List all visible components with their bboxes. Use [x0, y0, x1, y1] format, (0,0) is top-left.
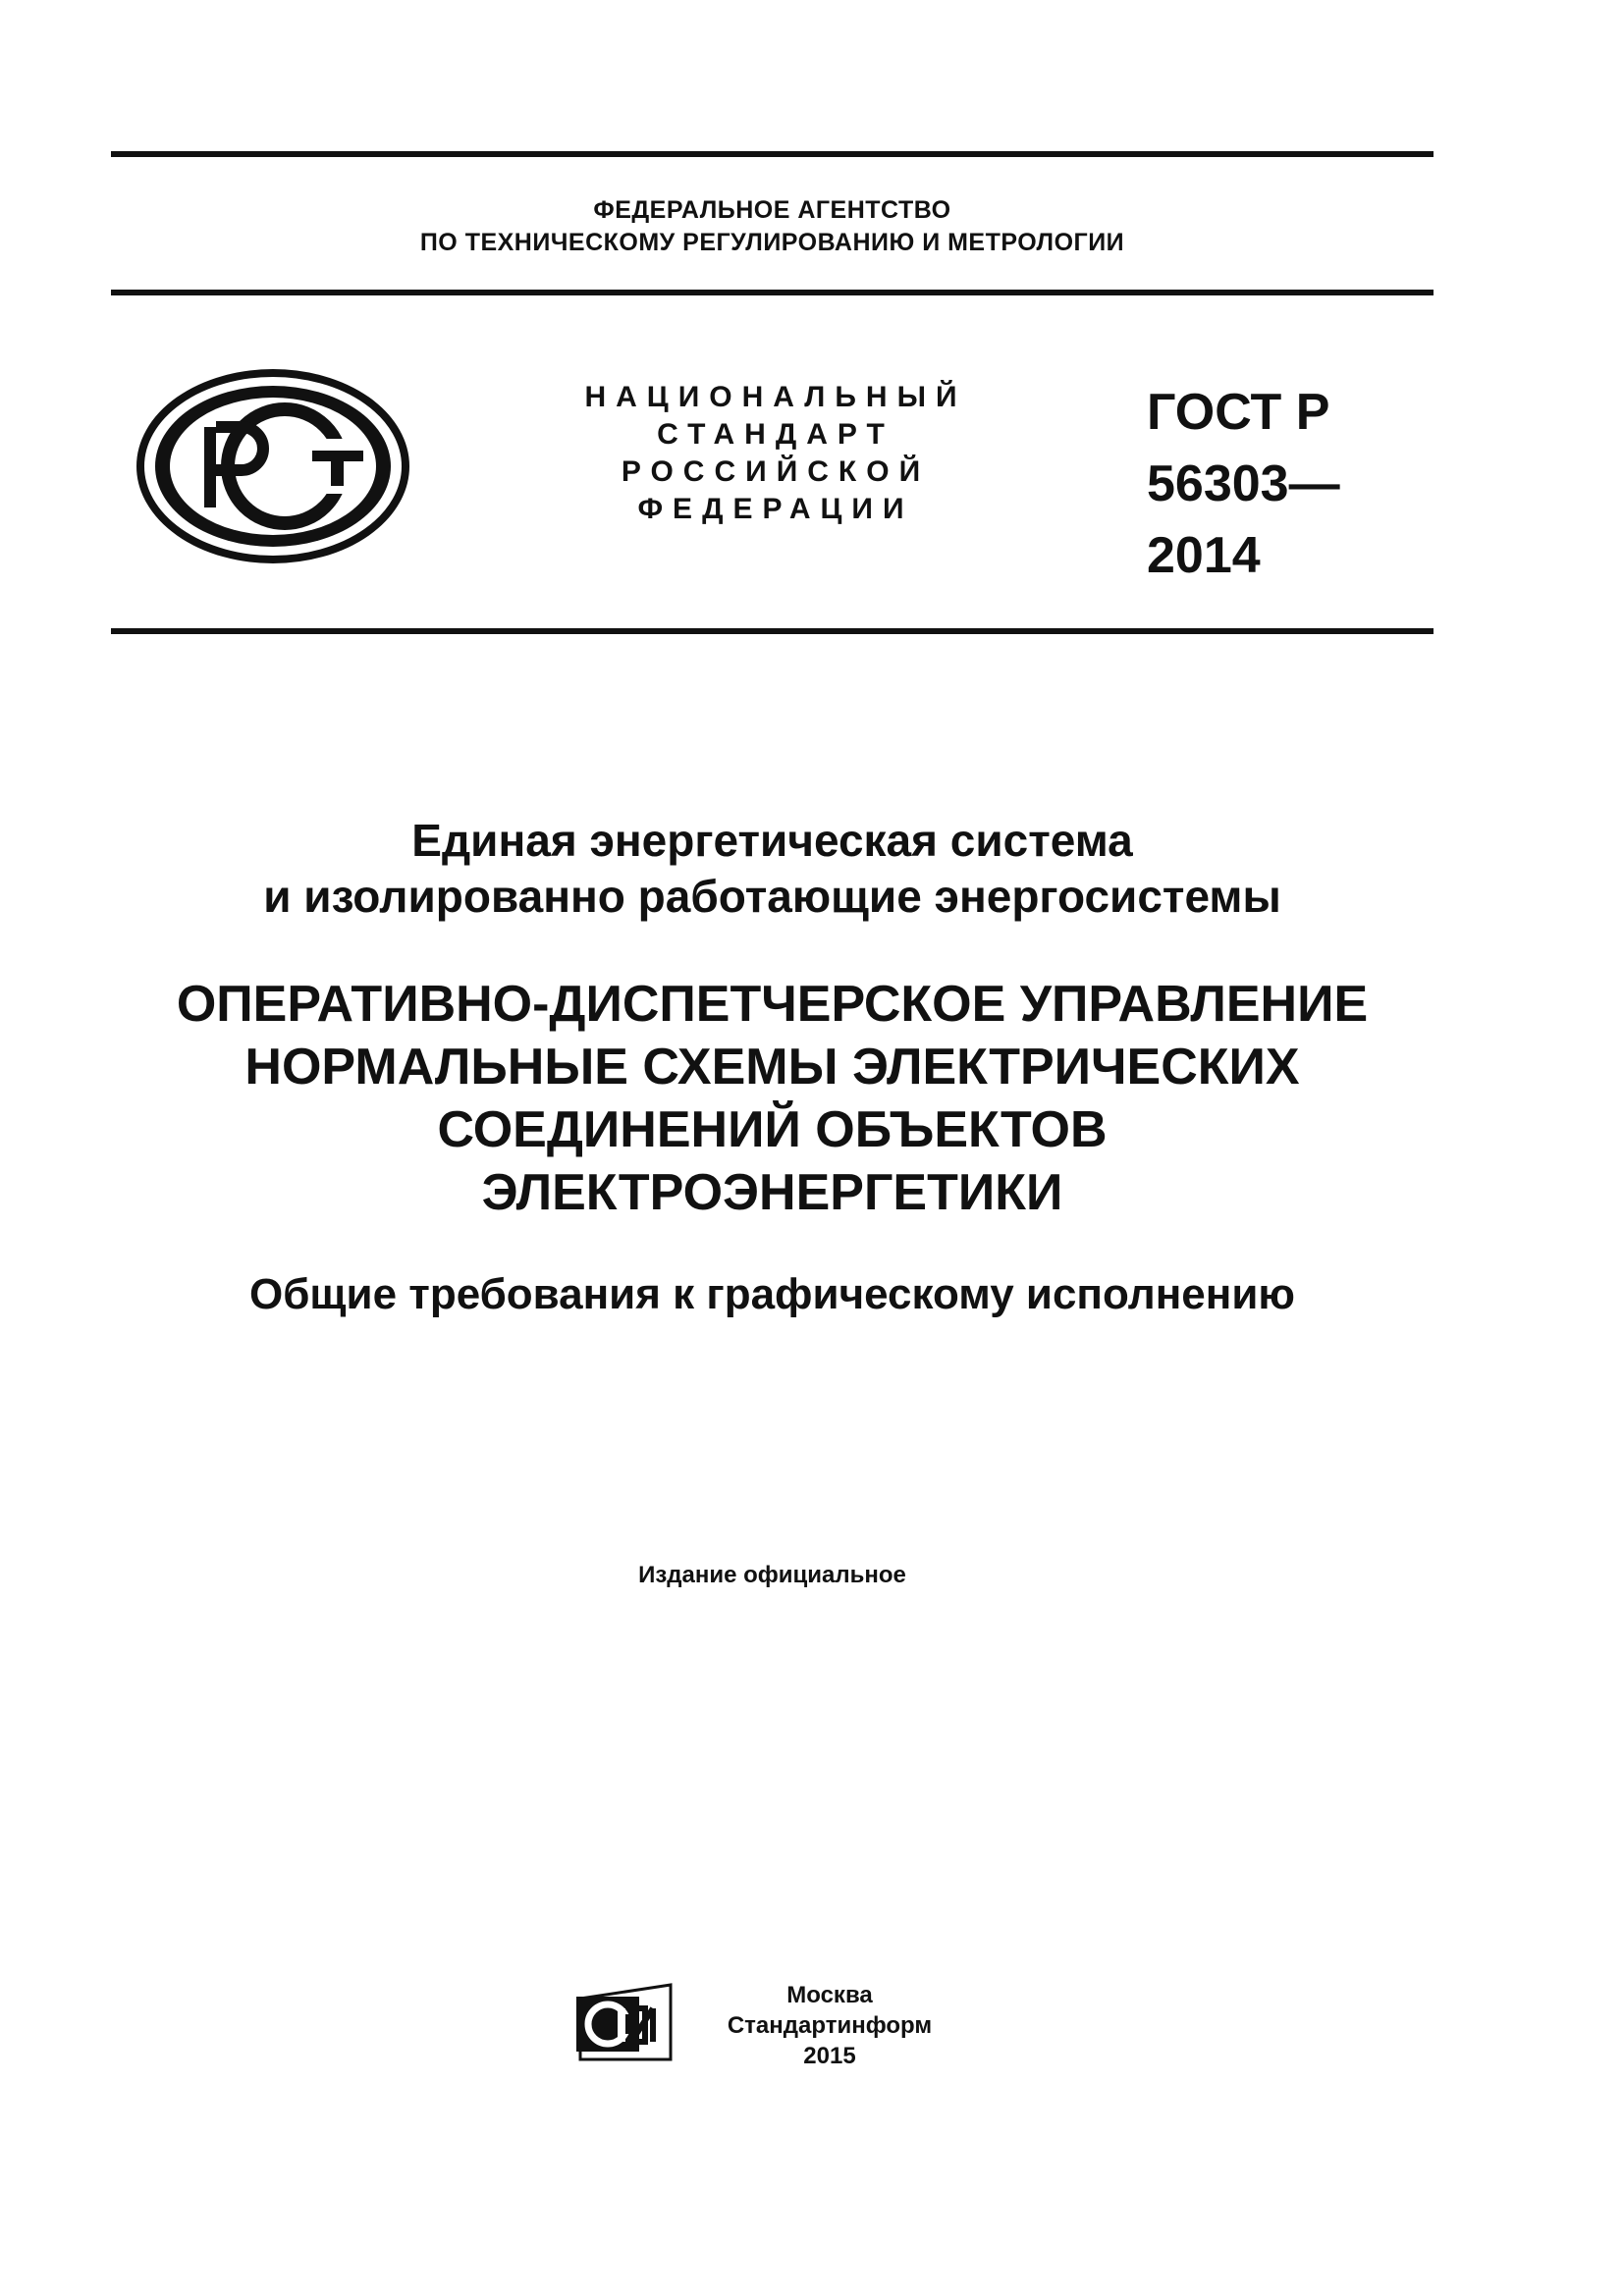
designation-line-1: ГОСТ Р [1147, 384, 1330, 441]
title-sub-line-3: СОЕДИНЕНИЙ ОБЪЕКТОВ [437, 1101, 1108, 1158]
header-bottom-divider [111, 628, 1434, 634]
national-line-2: СТАНДАРТ [657, 418, 894, 451]
title-requirements-text: Общие требования к графическому исполнению [249, 1270, 1295, 1318]
standard-designation [1147, 377, 1402, 592]
national-line-3: РОССИЙСКОЙ [621, 455, 931, 488]
designation-line-3: 2014 [1147, 527, 1261, 584]
publisher-block [702, 1980, 957, 2071]
publisher-logo-icon [572, 1981, 678, 2064]
document-title-main [111, 813, 1434, 925]
title-sub-line-4: ЭЛЕКТРОЭНЕРГЕТИКИ [481, 1164, 1063, 1221]
title-sub-line-1: ОПЕРАТИВНО-ДИСПЕТЧЕРСКОЕ УПРАВЛЕНИЕ [176, 976, 1369, 1033]
rst-logo-icon [135, 368, 410, 564]
designation-line-2: 56303— [1147, 455, 1340, 512]
document-title-requirements [111, 1267, 1434, 1322]
national-standard-label [550, 379, 1001, 528]
publisher-city: Москва [786, 1982, 873, 2008]
national-line-1: НАЦИОНАЛЬНЫЙ [584, 381, 967, 413]
national-line-4: ФЕДЕРАЦИИ [637, 493, 914, 525]
agency-header [111, 194, 1434, 259]
edition-label: Издание официальное [638, 1562, 906, 1588]
publisher-year: 2015 [803, 2043, 856, 2069]
publisher-name: Стандартинформ [727, 2012, 933, 2039]
header-divider [111, 290, 1434, 295]
document-title-sub [111, 973, 1434, 1224]
agency-line-2: ПО ТЕХНИЧЕСКОМУ РЕГУЛИРОВАНИЮ И МЕТРОЛОГИИ [419, 229, 1125, 256]
title-sub-line-2: НОРМАЛЬНЫЕ СХЕМЫ ЭЛЕКТРИЧЕСКИХ [244, 1039, 1300, 1095]
top-divider [111, 151, 1434, 157]
title-main-line-2: и изолированно работающие энергосистемы [263, 871, 1281, 922]
title-main-line-1: Единая энергетическая система [411, 815, 1133, 866]
agency-line-1: ФЕДЕРАЛЬНОЕ АГЕНТСТВО [593, 196, 951, 224]
